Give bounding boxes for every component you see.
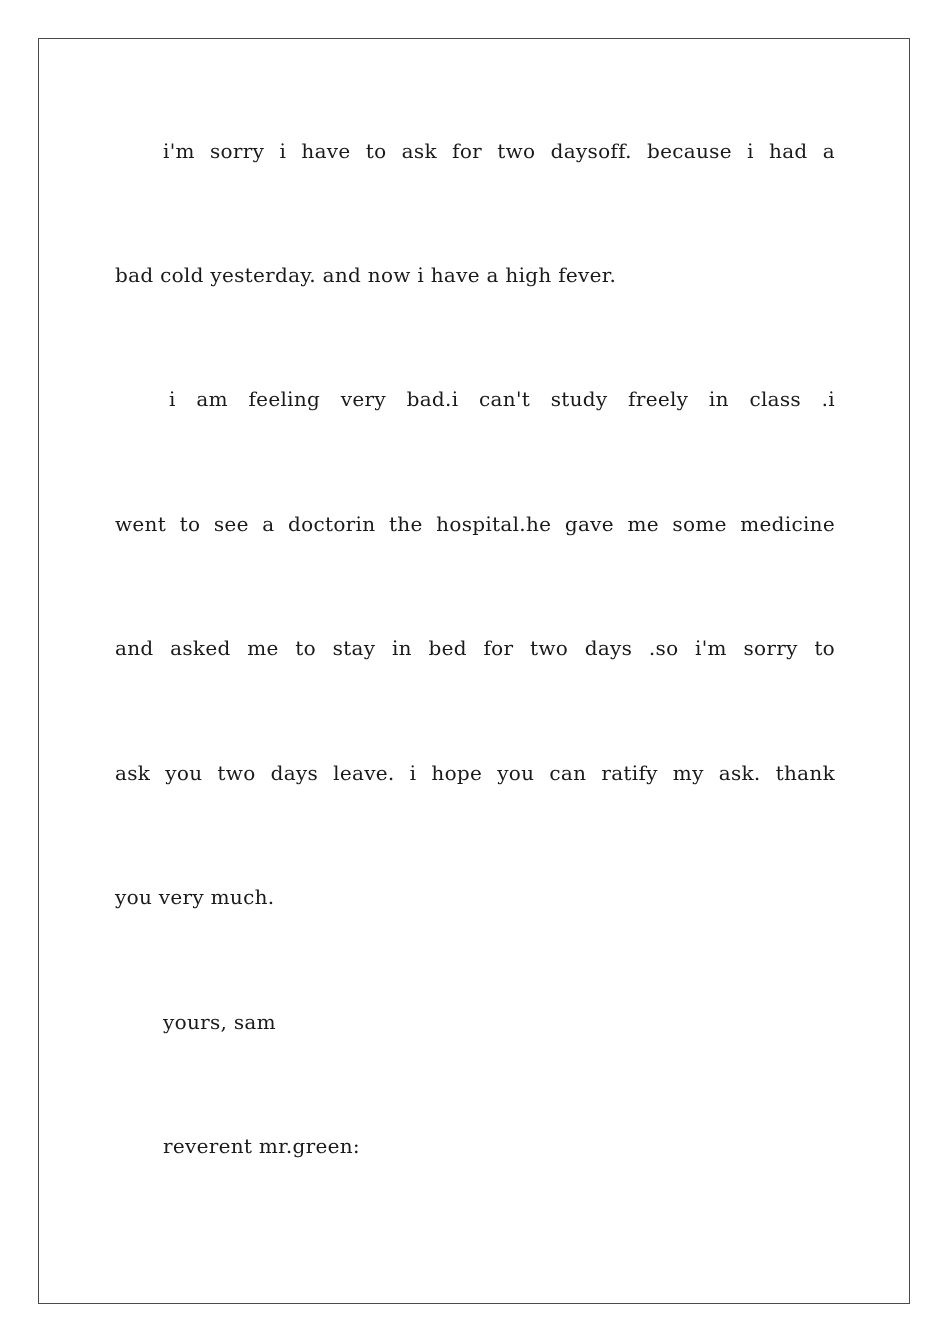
- paragraph-line-7: you very much.: [115, 885, 275, 909]
- salutation-line: reverent mr.green:: [163, 1134, 360, 1158]
- page-border: [38, 38, 910, 1304]
- paragraph-line-6: ask you two days leave. i hope you can ratify my ask. thank: [115, 761, 835, 785]
- paragraph-line-1: i'm sorry i have to ask for two daysoff. because i had a: [163, 139, 835, 163]
- paragraph-line-3: i am feeling very bad.i can't study freely in class .i: [169, 387, 835, 411]
- paragraph-line-4: went to see a doctorin the hospital.he gave me some medicine: [115, 512, 835, 536]
- paragraph-line-2: bad cold yesterday. and now i have a high fever.: [115, 263, 617, 287]
- signature-line: yours, sam: [163, 1010, 276, 1034]
- paragraph-line-5: and asked me to stay in bed for two days .so i'm sorry to: [115, 636, 835, 660]
